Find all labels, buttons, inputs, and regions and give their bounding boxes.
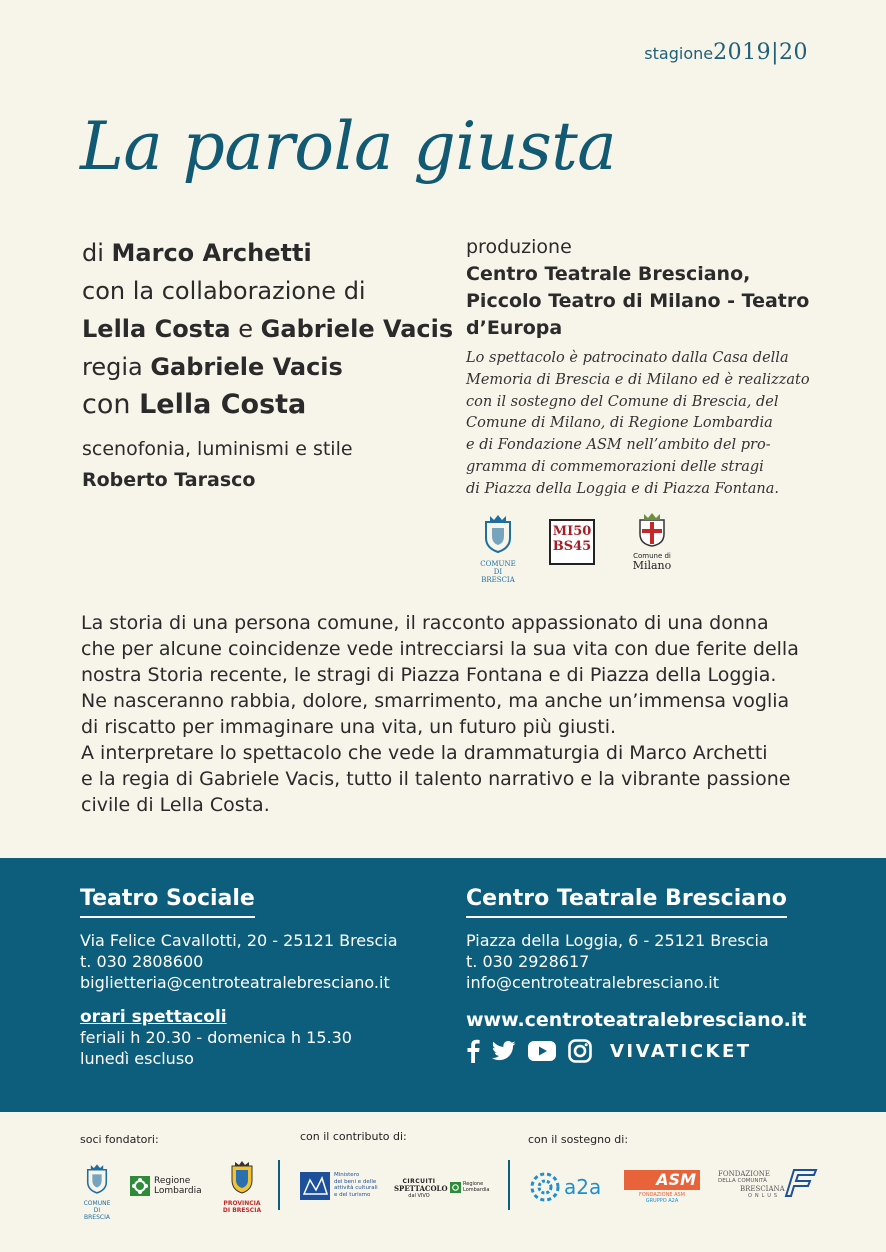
youtube-icon[interactable] (528, 1041, 556, 1061)
footer-divider-1 (278, 1160, 280, 1210)
footer-a2a-logo: a2a (530, 1172, 601, 1202)
production-heading: produzione (466, 236, 572, 258)
footer-mibac-logo: Ministero dei beni e delle attività culturali e del turismo (300, 1172, 378, 1200)
credit-collaborators: Lella Costa e Gabriele Vacis (82, 315, 454, 343)
season-word: stagione (644, 44, 714, 63)
support-label: con il sostegno di: (528, 1133, 629, 1146)
credit-performer: con Lella Costa (82, 389, 307, 420)
footer-asm-logo: ASM FONDAZIONE ASM GRUPPO A2A (624, 1170, 700, 1204)
footer-circuiti-logo: CIRCUITI SPETTACOLO dal VIVO (394, 1178, 448, 1199)
venue-name-teatro-sociale: Teatro Sociale (80, 886, 255, 918)
contrib-label: con il contributo di: (300, 1130, 407, 1143)
milano-crest-icon (630, 512, 674, 548)
description: La storia di una persona comune, il racconto appassionato di una donna che per alcune coincidenze vede intrecciarsi la sua vita con due ferite della nostra Storia recente, le stragi di Piazza Fontana e di Piazza della Loggia. Ne nasceranno rabbia, dolore, smarrimento, ma anche un’immensa voglia di riscatto per immaginare una vita, un futuro più giusti. A interpretare lo spettacolo che vede la drammaturgia di Marco Archetti e la regia di Gabriele Vacis, tutto il talento narrativo e la vibrante passione civile di Lella Costa. (81, 612, 799, 816)
a2a-globe-icon (530, 1172, 560, 1202)
footer-fondazione-logo: FONDAZIONE DELLA COMUNITÀ BRESCIANA ONLUS (718, 1170, 818, 1199)
brescia-crest-icon (478, 512, 518, 556)
credits-block (82, 234, 462, 496)
footer-provincia-logo: PROVINCIA DI BRESCIA (222, 1160, 262, 1214)
founders-label: soci fondatori: (80, 1133, 159, 1146)
schedule-title: orari spettacoli (80, 1007, 227, 1027)
lombardia-rose-icon (130, 1176, 150, 1196)
credit-scenography-name: Roberto Tarasco (82, 469, 256, 491)
lombardia-rose-icon (450, 1182, 461, 1193)
venue-right-email[interactable]: info@centroteatralebresciano.it (466, 973, 720, 992)
vivaticket-logo[interactable]: VIVATICKET (610, 1040, 752, 1062)
venue-left-phone[interactable]: t. 030 2808600 (80, 952, 204, 971)
season-year: 2019|20 (713, 40, 808, 65)
production-name-3: d’Europa (466, 317, 563, 339)
credit-author: di Marco Archetti (82, 239, 312, 267)
venue-right-address: Piazza della Loggia, 6 - 25121 Brescia (466, 931, 769, 950)
season-label (644, 40, 808, 65)
mibac-icon (300, 1172, 330, 1200)
brescia-crest-icon (80, 1162, 114, 1196)
production-name-1: Centro Teatrale Bresciano, (466, 263, 751, 285)
footer-divider-2 (508, 1160, 510, 1210)
credit-director: regia Gabriele Vacis (82, 353, 343, 381)
production-name-2: Piccolo Teatro di Milano - Teatro (466, 290, 810, 312)
footer-lombardia-logo: Regione Lombardia (130, 1176, 202, 1196)
credit-scenography-label: scenofonia, luminismi e stile (82, 438, 353, 460)
provincia-crest-icon (222, 1160, 262, 1196)
venue-right (466, 886, 806, 1063)
footer-brescia-logo: COMUNE DI BRESCIA (80, 1162, 114, 1221)
venue-left-email[interactable]: biglietteria@centroteatralebresciano.it (80, 973, 390, 992)
venue-name-ctb: Centro Teatrale Bresciano (466, 886, 787, 918)
info-band (0, 858, 886, 1112)
comune-brescia-logo: COMUNE DI BRESCIA (478, 512, 518, 584)
schedule-line-1: feriali h 20.30 - domenica h 15.30 (80, 1028, 352, 1047)
credit-collaboration: con la collaborazione di (82, 277, 366, 305)
production-block (466, 234, 816, 501)
venue-right-phone[interactable]: t. 030 2928617 (466, 952, 590, 971)
footer-lombardia-small-logo: Regione Lombardia (450, 1181, 489, 1193)
venue-left (80, 886, 440, 1069)
venue-left-address: Via Felice Cavallotti, 20 - 25121 Brescia (80, 931, 398, 950)
fondazione-f-icon (780, 1168, 818, 1198)
show-title: La parola giusta (80, 108, 617, 185)
mi50-bs45-logo: MI50 BS45 (549, 519, 595, 565)
social-links (466, 1039, 806, 1063)
website-link[interactable]: www.centroteatralebresciano.it (466, 1009, 807, 1031)
comune-milano-logo: Comune di Milano (630, 512, 674, 572)
schedule-line-2: lunedì escluso (80, 1049, 194, 1068)
twitter-icon[interactable] (492, 1041, 516, 1061)
patronage-note: Lo spettacolo è patrocinato dalla Casa della Memoria di Brescia e di Milano ed è realizzato con il sostegno del Comune di Brescia, del Comune di Milano, di Regione Lombardia e di Fondazione ASM nell’ambito del pro- gramma di commemorazioni delle stragi di Piazza della Loggia e di Piazza Fontana. (466, 350, 810, 497)
facebook-icon[interactable] (466, 1039, 480, 1063)
instagram-icon[interactable] (568, 1039, 592, 1063)
